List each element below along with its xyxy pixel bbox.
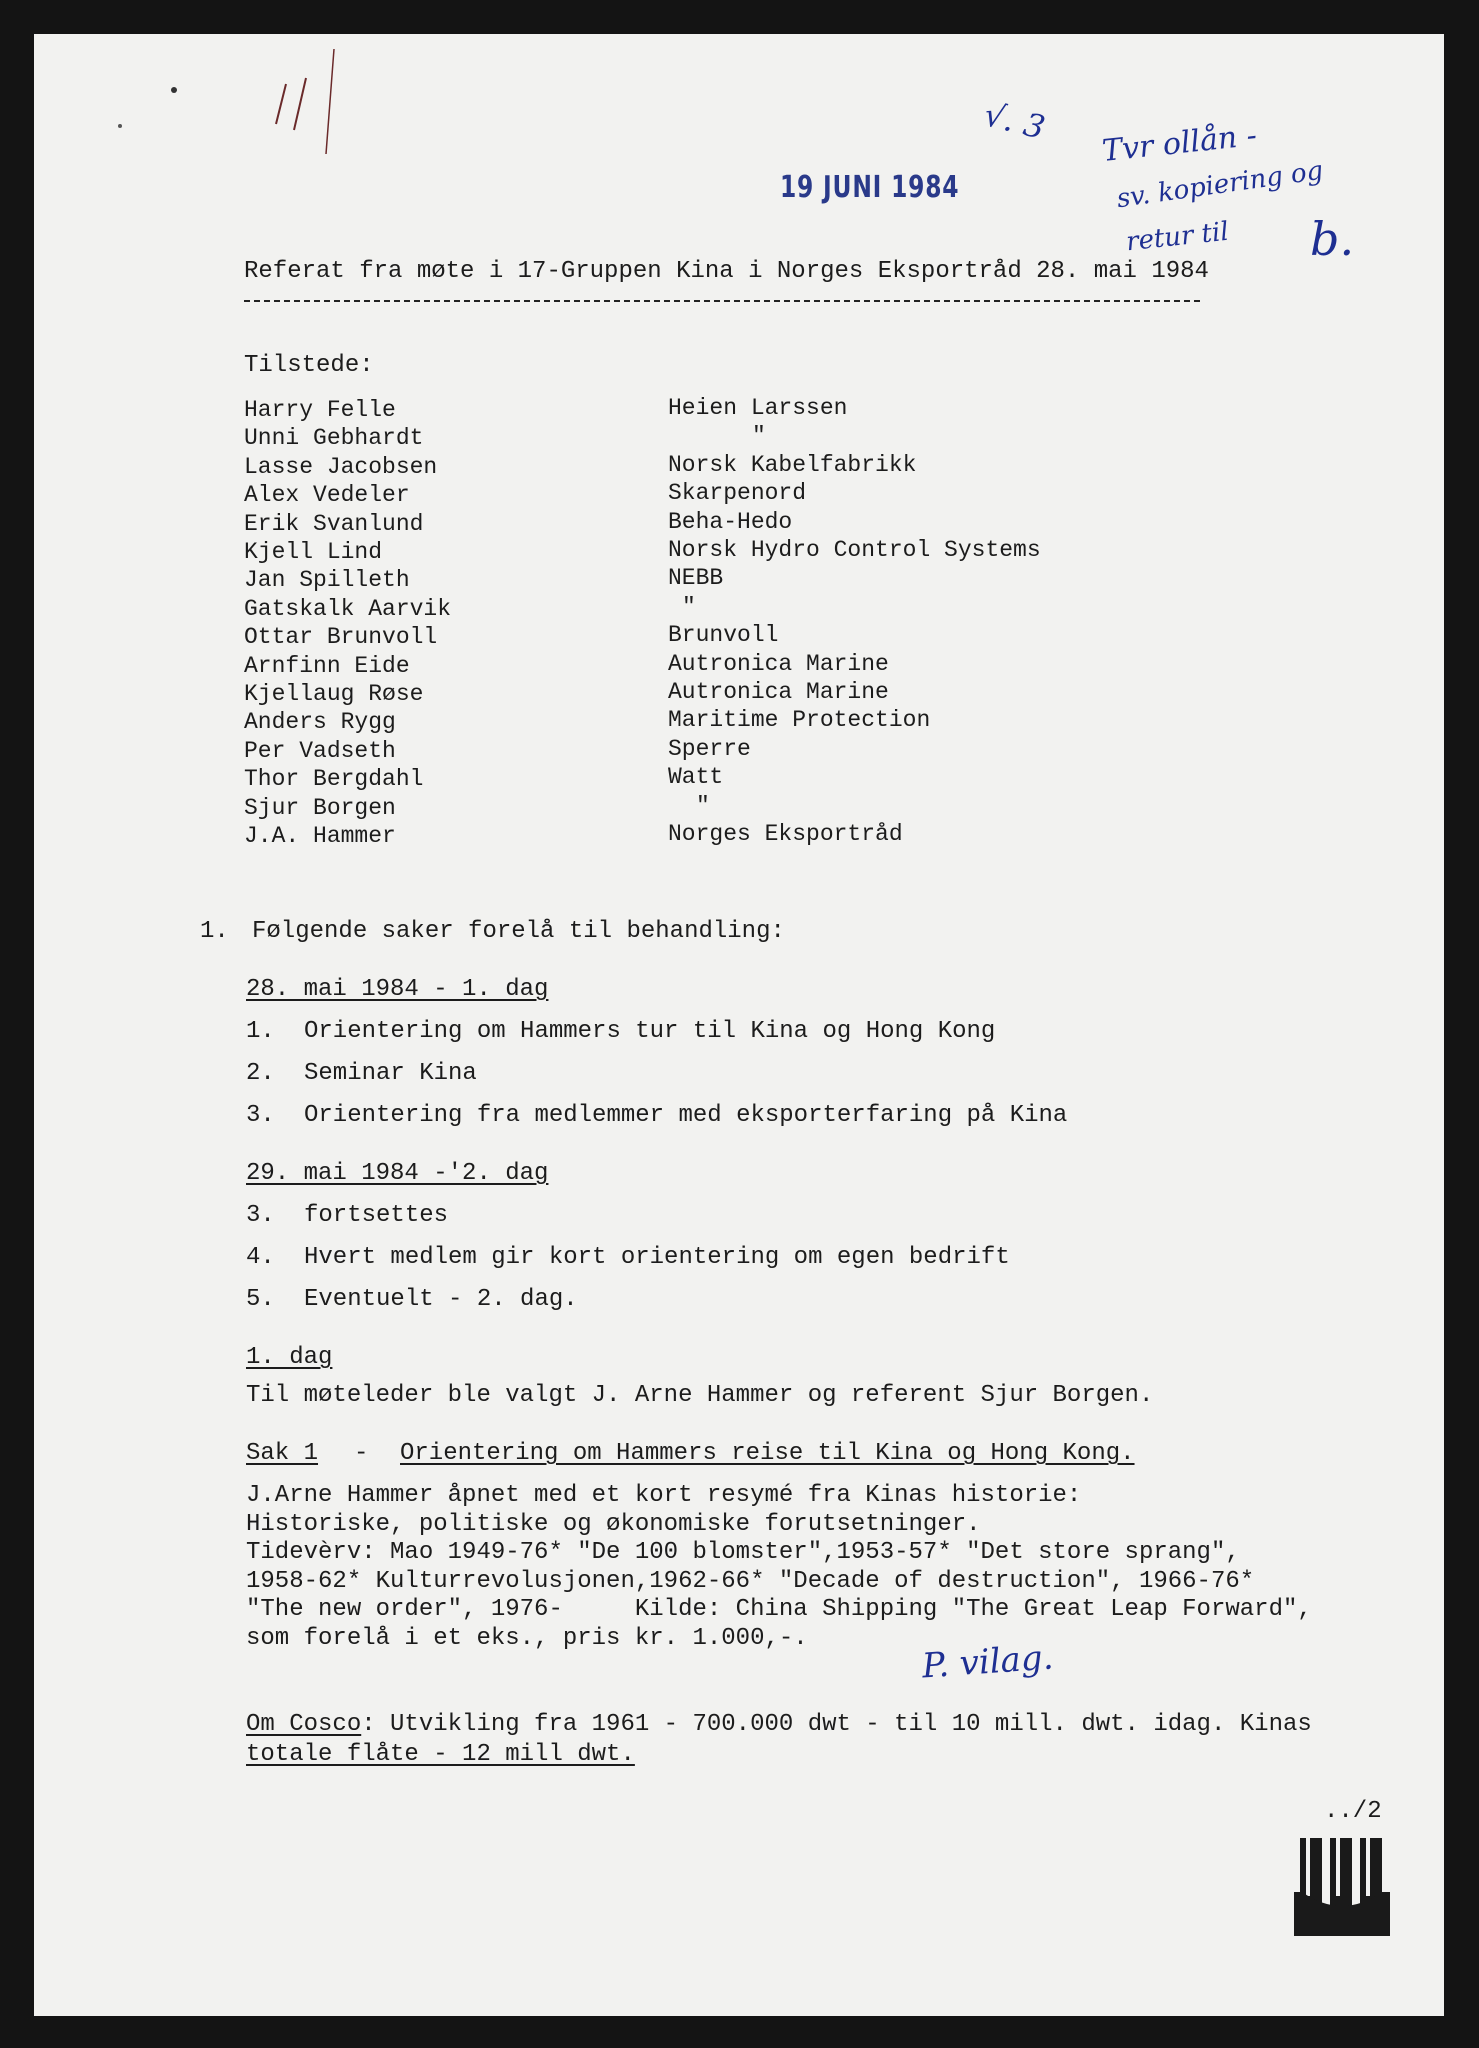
attendee-company: Skarpenord (668, 480, 807, 507)
attendee-name: Kjellaug Røse (244, 681, 424, 708)
chair-line: Til møteleder ble valgt J. Arne Hammer og referent Sjur Borgen. (246, 1382, 1154, 1409)
attendee-name: Thor Bergdahl (244, 766, 424, 793)
attendee-name: J.A. Hammer (244, 823, 396, 850)
cosco-line: : Utvikling fra 1961 - 700.000 dwt - til 10 mill. dwt. idag. Kinas (361, 1711, 1312, 1738)
agenda-item-number: 3. (246, 1102, 275, 1129)
attendee-name: Harry Felle (244, 397, 396, 423)
handwritten-note-line: sv. kopiering og (1114, 155, 1326, 215)
paragraph-line: Tidevèrv: Mao 1949-76* "De 100 blomster",1953-57* "Det store sprang", (246, 1539, 1240, 1567)
attendee-name: Gatskalk Aarvik (244, 595, 452, 622)
attendee-name: Lasse Jacobsen (244, 453, 438, 480)
document-page (34, 34, 1444, 2016)
sak-title: Orientering om Hammers reise til Kina og Hong Kong. (400, 1440, 1135, 1467)
day1-heading: 28. mai 1984 - 1. dag (246, 976, 549, 1003)
page-continuation: ../2 (1324, 1798, 1382, 1825)
attendee-name: Unni Gebhardt (244, 425, 424, 452)
agenda-item-text: fortsettes (304, 1202, 449, 1229)
handwritten-note-line: retur til (1124, 216, 1231, 258)
attendee-company: Brunvoll (668, 622, 779, 649)
attendee-company: Autronica Marine (668, 650, 889, 677)
agenda-item-text: Orientering fra medlemmer med eksporterfaring på Kina (304, 1102, 1068, 1129)
paragraph-line: 1958-62* Kulturrevolusjonen,1962-66* "Decade of destruction", 1966-76* (246, 1567, 1255, 1595)
agenda-item-text: Hvert medlem gir kort orientering om egen bedrift (304, 1244, 1010, 1271)
attendee-company: Heien Larssen (668, 395, 848, 421)
history-paragraph (246, 1482, 1312, 1654)
attendee-name: Ottar Brunvoll (244, 624, 438, 651)
minutes-day-heading: 1. dag (246, 1344, 333, 1371)
agenda-item-number: 5. (246, 1286, 275, 1313)
attendee-name-list (244, 396, 451, 851)
attendee-name: Sjur Borgen (244, 794, 396, 821)
attendee-company: Autronica Marine (668, 679, 889, 706)
attendee-company: Watt (668, 764, 724, 791)
pen-marks-icon (54, 34, 374, 194)
cosco-line: totale flåte - 12 mill dwt. (246, 1741, 635, 1768)
attendee-company: " (696, 792, 710, 819)
handwritten-marginal: P. vilag. (920, 1637, 1055, 1687)
agenda-item-text: Eventuelt - 2. dag. (304, 1286, 578, 1313)
received-date-stamp: 19 JUNI 1984 (780, 170, 960, 205)
attendee-company: " (752, 423, 766, 450)
attendee-company: Norges Eksportråd (668, 821, 903, 848)
day2-heading: 29. mai 1984 -'2. dag (246, 1160, 549, 1187)
attendee-name: Erik Svanlund (244, 510, 424, 537)
eksportrad-logo-icon (1294, 1834, 1390, 1944)
agenda-item-text: Orientering om Hammers tur til Kina og Hong Kong (304, 1018, 996, 1045)
attendee-name: Arnfinn Eide (244, 652, 410, 679)
section-number: 1. (200, 918, 229, 945)
attendee-name: Anders Rygg (244, 709, 396, 736)
handwritten-initial: b. (1310, 212, 1355, 266)
attendee-company: NEBB (668, 565, 724, 592)
agenda-item-number: 2. (246, 1060, 275, 1087)
paragraph-line: J.Arne Hammer åpnet med et kort resymé fra Kinas historie: (246, 1482, 1082, 1509)
attendee-company: Beha-Hedo (668, 508, 793, 535)
section-heading: Følgende saker forelå til behandling: (252, 918, 785, 945)
attendee-company: Sperre (668, 735, 751, 762)
agenda-item-number: 1. (246, 1018, 275, 1045)
title-divider (244, 300, 1200, 302)
handwritten-mark: √. 3 (980, 95, 1049, 147)
attendee-company: " (682, 593, 696, 620)
attendee-company: Norsk Hydro Control Systems (668, 537, 1041, 564)
paragraph-line: som forelå i et eks., pris kr. 1.000,-. (246, 1624, 808, 1652)
attendee-name: Per Vadseth (244, 737, 396, 764)
cosco-paragraph (246, 1710, 1312, 1770)
agenda-item-number: 3. (246, 1202, 275, 1229)
paragraph-line: Historiske, politiske og økonomiske forutsetninger. (246, 1510, 981, 1538)
attendee-name: Alex Vedeler (244, 482, 410, 509)
attendee-company: Maritime Protection (668, 707, 931, 734)
agenda-item-number: 4. (246, 1244, 275, 1271)
attendee-company: Norsk Kabelfabrikk (668, 451, 917, 478)
handwritten-note-line: Tvr ollån - (1100, 117, 1259, 170)
cosco-label: Om Cosco (246, 1711, 362, 1738)
sak-dash: - (354, 1440, 369, 1467)
document-title: Referat fra møte i 17-Gruppen Kina i Norges Eksportråd 28. mai 1984 (244, 258, 1209, 285)
paragraph-line: "The new order", 1976- Kilde: China Shipping "The Great Leap Forward", (246, 1596, 1312, 1624)
sak-label: Sak 1 (246, 1440, 319, 1467)
attendee-name: Kjell Lind (244, 539, 383, 566)
attendees-heading: Tilstede: (244, 352, 374, 379)
attendee-name: Jan Spilleth (244, 567, 410, 594)
agenda-item-text: Seminar Kina (304, 1060, 477, 1087)
attendee-company-list (668, 394, 1041, 849)
